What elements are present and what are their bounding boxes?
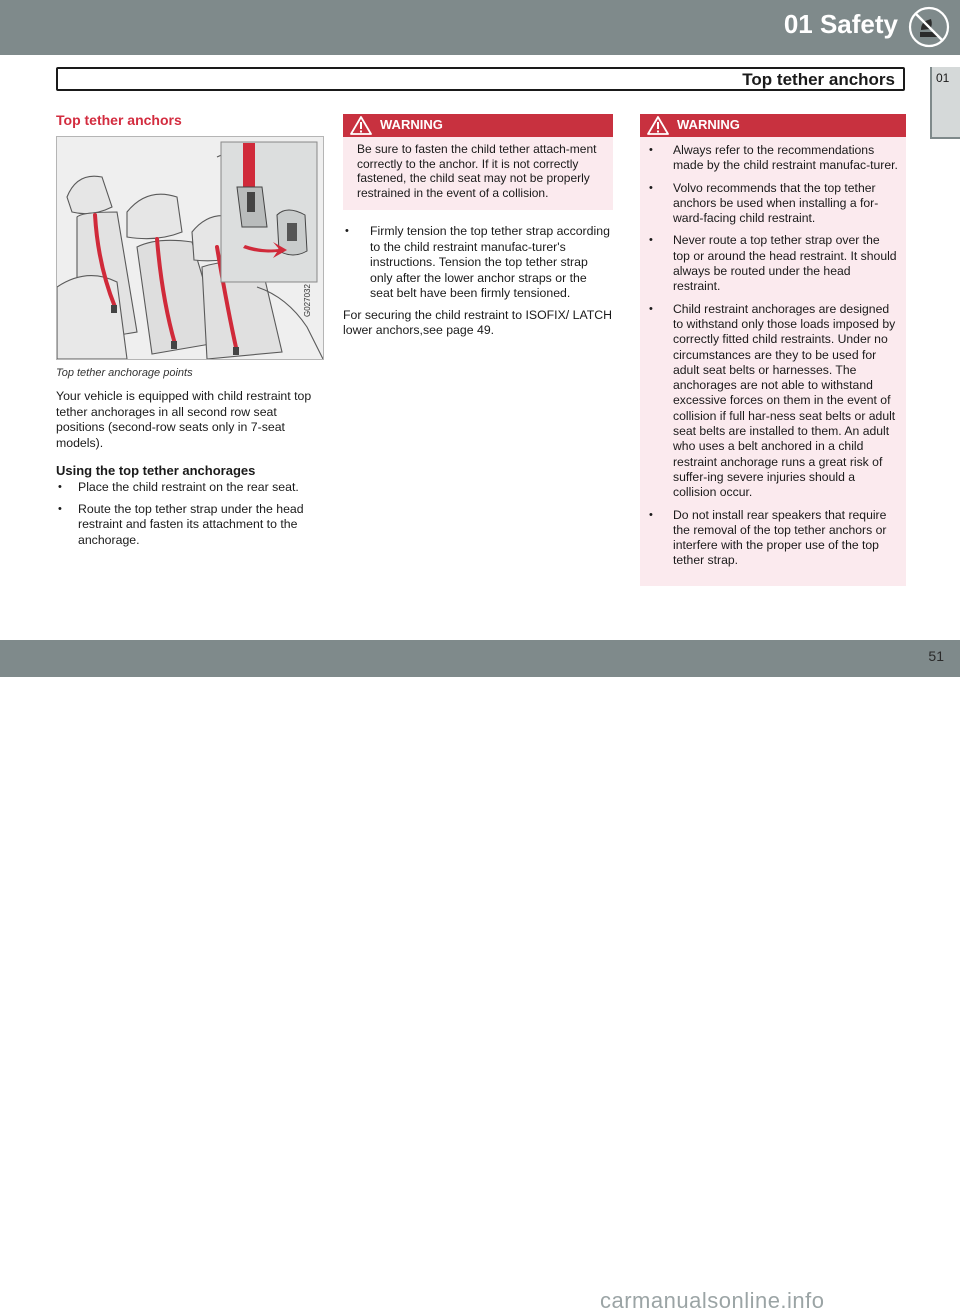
warning-list — [640, 137, 906, 569]
bullet-icon: • — [58, 481, 62, 493]
section-header-bar — [56, 67, 905, 91]
section-title: Top tether anchors — [742, 70, 895, 89]
list-item-text: Never route a top tether strap over the top or around the head restraint. It should always be routed under the head restraint. — [673, 233, 897, 294]
figure-code: G027032 — [303, 284, 312, 317]
list-item — [343, 224, 613, 302]
warning-header — [640, 114, 906, 137]
tether-anchor-illustration — [56, 136, 324, 360]
bullet-icon: • — [649, 144, 653, 156]
list-item-text: Volvo recommends that the top tether anchors be used when installing a for-ward-facing child restraint. — [673, 180, 879, 226]
watermark: carmanualsonline.info — [600, 1288, 825, 1313]
intro-paragraph: Your vehicle is equipped with child restraint top tether anchorages in all second row seat positions (second-row seats only in 7-seat models). — [56, 389, 312, 450]
bullet-icon: • — [649, 234, 653, 247]
page-number: 51 — [928, 648, 944, 664]
list-item — [640, 508, 898, 569]
list-item — [640, 143, 898, 174]
list-item-text: Always refer to the recommendations made by the child restraint manufac-turer. — [673, 143, 898, 173]
warning-header — [343, 114, 613, 137]
list-item-text: Route the top tether strap under the head restraint and fasten its attachment to the anchorage. — [78, 501, 304, 547]
no-child-seat-icon — [908, 6, 950, 48]
warning-text: Be sure to fasten the child tether attach-ment correctly to the anchor. If it is not correctly fastened, the child seat may not be properly restrained in the event of a collision. — [357, 142, 597, 200]
chapter-header — [0, 0, 960, 55]
bullet-icon: • — [649, 508, 653, 521]
bullet-icon: • — [649, 181, 653, 194]
list-item-text: Child restraint anchorages are designed to withstand only those loads imposed by correctly fitted child restraints. Under no circumstances are they to be used for adult seat belts or harnesses. The anchorages are not able to withstand excessive forces on them in the event of collision if full har-ness seat belts or adult seat belts are installed to them. An adult who uses a belt anchored in a child restraint anchorage runs a great risk of suffer-ing severe injuries should a collision occur. — [673, 301, 896, 500]
warning-box — [343, 114, 613, 210]
warning-label: WARNING — [677, 117, 740, 132]
list-item — [640, 181, 898, 227]
list-item — [56, 502, 322, 549]
middle-steps-list — [343, 224, 613, 302]
list-item — [640, 302, 898, 501]
middle-column — [343, 114, 613, 339]
rear-seats-drawing — [57, 137, 323, 359]
page-title: Top tether anchors — [56, 112, 182, 128]
warning-box — [640, 114, 906, 586]
left-steps-list — [56, 480, 322, 548]
list-item — [640, 233, 898, 294]
bullet-icon: • — [649, 302, 653, 315]
list-item-text: Do not install rear speakers that require the removal of the top tether anchors or interfere with the proper use of the top tether strap. — [673, 507, 887, 568]
chapter-title: 01 Safety — [783, 9, 898, 39]
list-item-text: Firmly tension the top tether strap according to the child restraint manufac-turer's instructions. Tension the top tether strap only after the lower anchor straps or the seat belt have been firmly tensioned. — [370, 224, 610, 300]
warning-triangle-icon — [350, 116, 372, 135]
warning-label: WARNING — [380, 117, 443, 132]
right-column — [640, 114, 906, 586]
subheading: Using the top tether anchorages — [56, 463, 256, 478]
isofix-note: For securing the child restraint to ISOFIX/ LATCH lower anchors,see page 49. — [343, 307, 613, 337]
bullet-icon: • — [345, 225, 349, 237]
page-footer — [0, 640, 960, 1313]
left-column — [56, 112, 322, 554]
bullet-icon: • — [58, 502, 62, 515]
chapter-tab — [930, 67, 960, 139]
figure-caption: Top tether anchorage points — [56, 367, 193, 379]
list-item-text: Place the child restraint on the rear seat. — [78, 480, 299, 494]
list-item — [56, 480, 322, 496]
chapter-tab-label: 01 — [936, 71, 950, 85]
warning-triangle-icon — [647, 116, 669, 135]
